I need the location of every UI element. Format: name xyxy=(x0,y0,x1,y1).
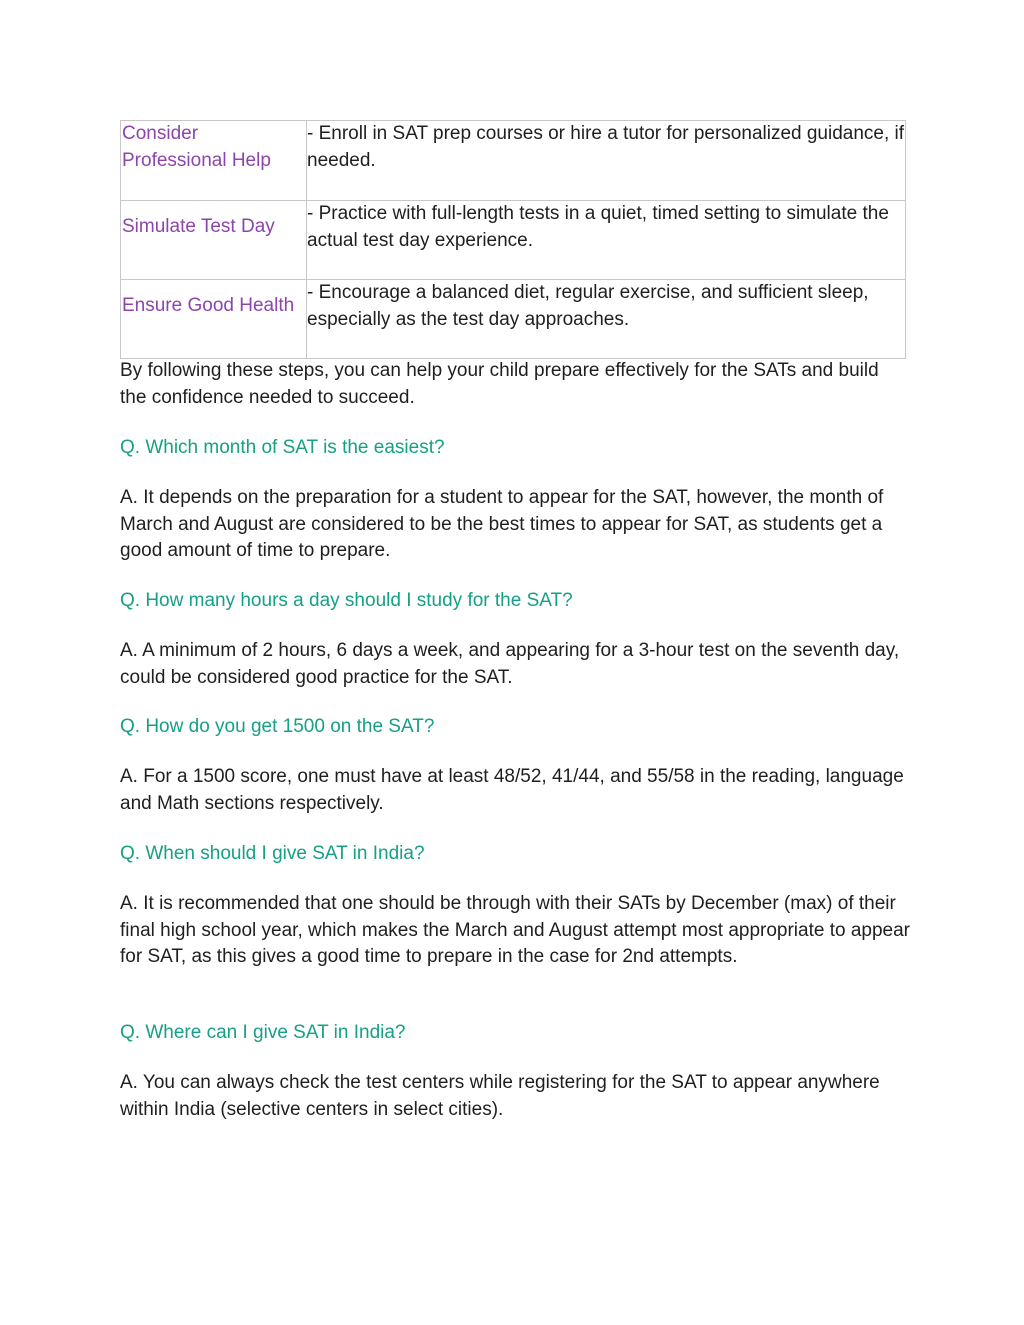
tip-description: - Practice with full-length tests in a quiet, timed setting to simulate the actual test day experience. xyxy=(307,201,906,280)
table-row xyxy=(121,201,906,280)
faq-question: Q. How many hours a day should I study for the SAT? xyxy=(120,590,573,611)
faq-question: Q. When should I give SAT in India? xyxy=(120,843,425,864)
faq-answer: A. You can always check the test centers while registering for the SAT to appear anywhere within India (selective centers in select cities). xyxy=(120,1072,880,1120)
faq-answer: A. A minimum of 2 hours, 6 days a week, and appearing for a 3-hour test on the seventh day, could be considered good practice for the SAT. xyxy=(120,640,900,688)
faq-question: Q. Where can I give SAT in India? xyxy=(120,1022,406,1043)
table-row xyxy=(121,280,906,359)
faq-answer: A. For a 1500 score, one must have at least 48/52, 41/44, and 55/58 in the reading, language and Math sections respectively. xyxy=(120,766,904,814)
closing-paragraph: By following these steps, you can help your child prepare effectively for the SATs and build the confidence needed to succeed. xyxy=(120,360,879,408)
faq-answer: A. It is recommended that one should be through with their SATs by December (max) of their final high school year, which makes the March and August attempt most appropriate to appear for SAT, as this gives a good time to prepare in the case for 2nd attempts. xyxy=(120,893,911,968)
table-row xyxy=(121,121,906,201)
tip-description: - Encourage a balanced diet, regular exercise, and sufficient sleep, especially as the test day approaches. xyxy=(307,280,906,359)
faq-answer: A. It depends on the preparation for a student to appear for the SAT, however, the month of March and August are considered to be the best times to appear for SAT, as students get a good amount of time to prepare. xyxy=(120,487,884,562)
tip-description: - Enroll in SAT prep courses or hire a tutor for personalized guidance, if needed. xyxy=(307,121,906,201)
tip-label: Ensure Good Health xyxy=(121,280,307,359)
faq-question: Q. How do you get 1500 on the SAT? xyxy=(120,716,435,737)
tips-table xyxy=(120,120,906,359)
tip-label: Simulate Test Day xyxy=(121,201,307,280)
faq-question: Q. Which month of SAT is the easiest? xyxy=(120,437,445,458)
tip-label: Consider Professional Help xyxy=(121,121,307,201)
